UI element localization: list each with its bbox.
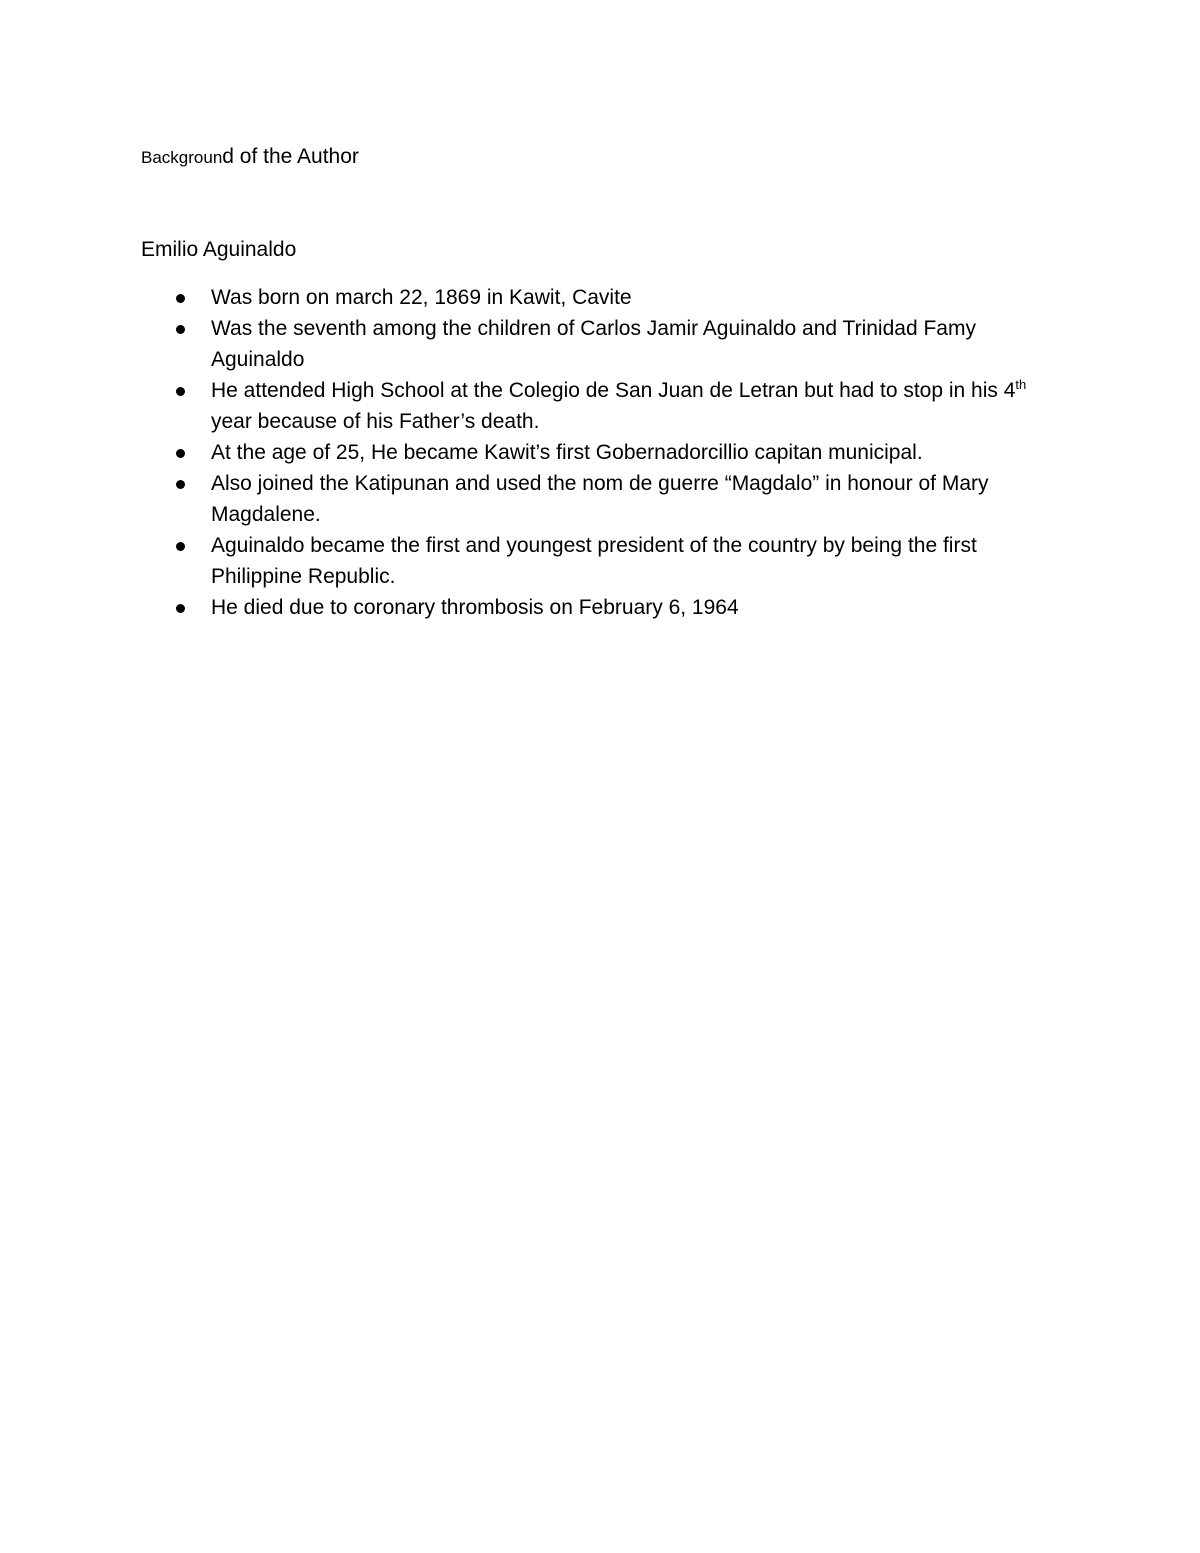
list-item xyxy=(0,530,1051,592)
bullet-icon xyxy=(176,480,185,489)
list-item xyxy=(0,437,1051,468)
list-item xyxy=(0,468,1051,530)
bullet-icon xyxy=(176,604,185,613)
list-item-text: Was the seventh among the children of Carlos Jamir Aguinaldo and Trinidad Famy Aguinaldo xyxy=(211,317,976,371)
document-title xyxy=(141,143,359,172)
bullet-icon xyxy=(176,325,185,334)
bullet-icon xyxy=(176,294,185,303)
list-item xyxy=(0,313,1051,375)
list-item-text: He died due to coronary thrombosis on February 6, 1964 xyxy=(211,596,739,619)
list-item xyxy=(0,592,1051,623)
list-item-text: Was born on march 22, 1869 in Kawit, Cavite xyxy=(211,286,632,309)
list-item xyxy=(0,375,1051,437)
list-item-text: Also joined the Katipunan and used the nom de guerre “Magdalo” in honour of Mary Magdalene. xyxy=(211,472,989,526)
list-item-text: He attended High School at the Colegio de San Juan de Letran but had to stop in his 4 xyxy=(211,379,1016,402)
bullet-icon xyxy=(176,542,185,551)
bullet-icon xyxy=(176,387,185,396)
list-item-text: At the age of 25, He became Kawit’s first Gobernadorcillio capitan municipal. xyxy=(211,441,923,464)
list-item xyxy=(0,282,1051,313)
list-item-text-continued: year because of his Father’s death. xyxy=(211,410,540,433)
list-item-text: Aguinaldo became the first and youngest president of the country by being the first Philippine Republic. xyxy=(211,534,977,588)
bullet-icon xyxy=(176,449,185,458)
subject-name: Emilio Aguinaldo xyxy=(141,238,297,261)
ordinal-suffix: th xyxy=(1015,377,1027,392)
bullet-list xyxy=(0,282,1200,623)
document-title-start: Backgroun xyxy=(141,148,223,167)
document-title-end: d of the Author xyxy=(222,145,359,168)
